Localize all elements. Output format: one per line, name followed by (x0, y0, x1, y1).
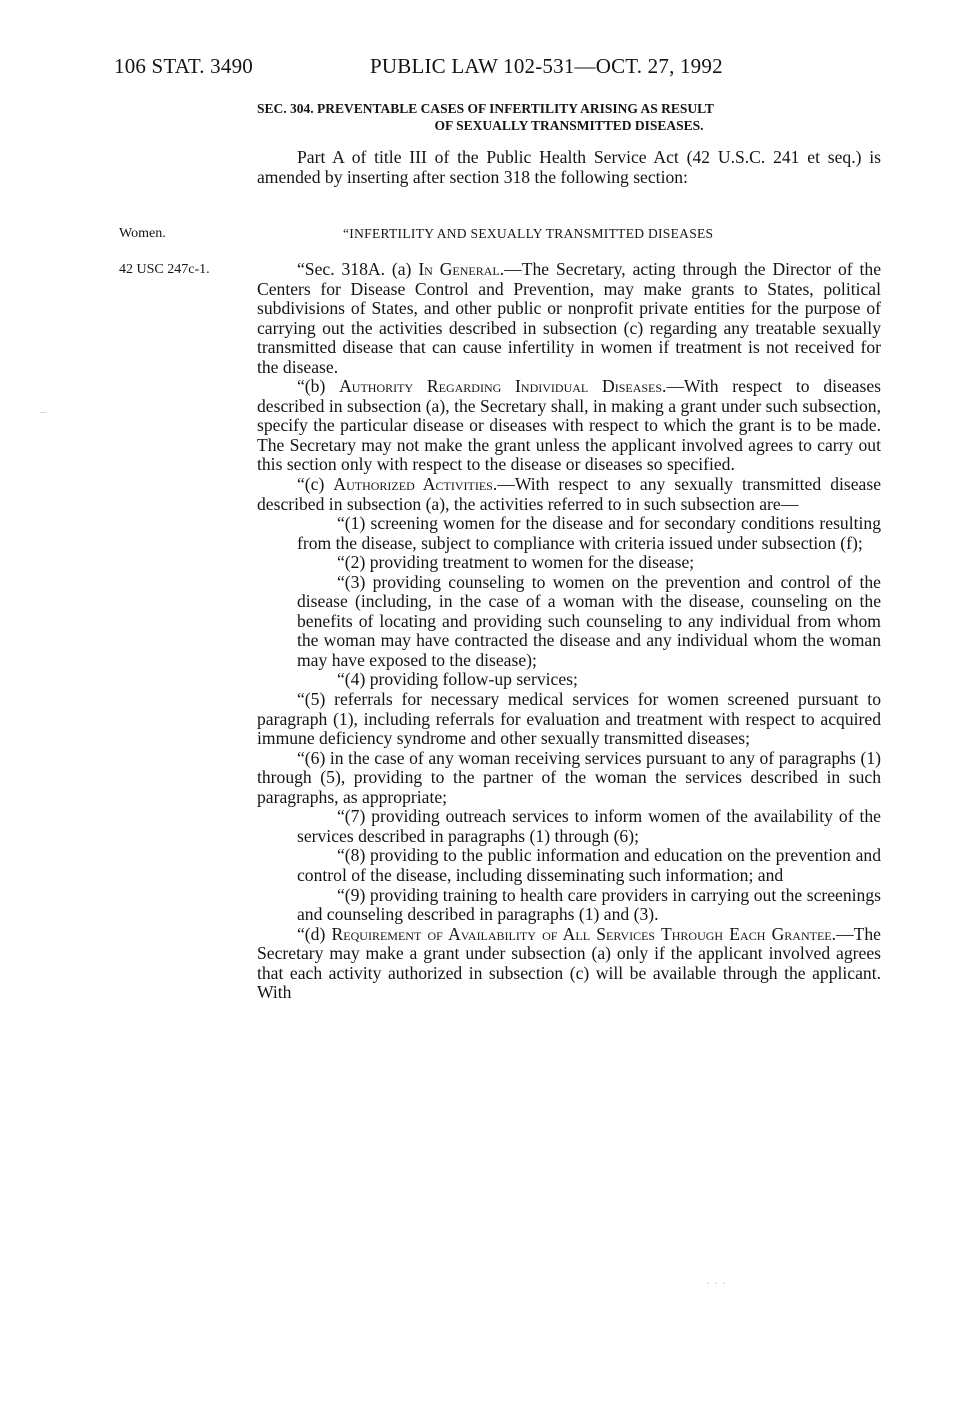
subsection-b-title: Authority Regarding Individual Diseases. (339, 376, 667, 397)
subsection-a-text: —The Secretary, acting through the Director of the Centers for Disease Control and Prevention, may make grants to States, political subdivisions of States, and other public or nonprofit private entities for the purpose of carrying out the activities described in subsection (c) regarding any treatable sexually transmitted disease that can cause infertility in women if treatment is not received for the disease. (257, 259, 882, 377)
public-law-title: PUBLIC LAW 102-531—OCT. 27, 1992 (370, 54, 723, 78)
scan-mark: – (40, 404, 46, 418)
margin-note-women: Women. (119, 226, 166, 241)
section-intro (257, 148, 881, 187)
activity-item: “(4) providing follow-up services; (337, 669, 578, 690)
subsection-c-prefix: “(c) (297, 474, 334, 495)
subsection-a-prefix: “Sec. 318A. (a) (297, 259, 419, 279)
section-heading-line1: SEC. 304. PREVENTABLE CASES OF INFERTILITY ARISING AS RESULT (257, 101, 714, 116)
intro-paragraph: Part A of title III of the Public Health Service Act (42 U.S.C. 241 et seq.) is amended by inserting after section 318 the following section: (257, 147, 881, 187)
subsection-b-prefix: “(b) (297, 376, 340, 397)
scan-mark: ··· (706, 1276, 730, 1290)
activity-item: “(5) referrals for necessary medical services for women screened pursuant to paragraph (1), including referrals for evaluation and treatment with respect to acquired immune deficiency syndrome and other sexually transmitted diseases; (257, 689, 881, 749)
activity-item: “(1) screening women for the disease and for secondary conditions resulting from the disease, subject to compliance with criteria issued under subsection (f); (297, 513, 881, 553)
stat-page-number: 106 STAT. 3490 (114, 54, 253, 78)
body-text (257, 260, 881, 1003)
subsection-d-text: —The Secretary may make a grant under subsection (a) only if the applicant involved agrees that each activity authorized in subsection (c) will be available through the applicant. With (257, 923, 881, 1003)
activity-item: “(6) in the case of any woman receiving services pursuant to any of paragraphs (1) through (5), providing to the partner of the woman the services described in such paragraphs, as appropriate; (257, 747, 881, 807)
activity-item: “(3) providing counseling to women on the prevention and control of the disease (including, in the case of a woman with the disease, counseling on the benefits of locating and providing such counseling to any individual from whom the woman may have contracted the disease and any individual whom the woman may have exposed to the disease); (297, 571, 881, 670)
subsection-c-title: Authorized Activities. (333, 474, 498, 495)
subsection-title: “INFERTILITY AND SEXUALLY TRANSMITTED DISEASES (343, 226, 714, 241)
subsection-a (257, 260, 881, 377)
subsection-a-title: In General. (418, 259, 505, 279)
page-header (114, 54, 723, 79)
margin-note-usc: 42 USC 247c-1. (119, 262, 210, 277)
activity-item: “(2) providing treatment to women for the disease; (337, 552, 695, 573)
activity-item: “(7) providing outreach services to inform women of the availability of the services described in paragraphs (1) through (6); (297, 806, 881, 846)
section-heading (257, 100, 881, 134)
subsection-d (257, 925, 881, 1003)
activity-item: “(9) providing training to health care providers in carrying out the screenings and counseling described in paragraphs (1) and (3). (297, 884, 881, 925)
subsection-d-prefix: “(d) (297, 923, 332, 944)
section-heading-line2: OF SEXUALLY TRANSMITTED DISEASES. (434, 118, 704, 133)
subsection-d-title: Requirement of Availability of All Services Through Each Grantee. (331, 923, 837, 944)
activity-item: “(8) providing to the public information and education on the prevention and control of the disease, including disseminating such information; and (297, 845, 881, 885)
subsection-b-text: —With respect to diseases described in subsection (a), the Secretary shall, in making a grant under such subsection, specify the particular disease or diseases with respect to which the grant is to be made. The Secretary may not make the grant unless the applicant involved agrees to carry out this section only with respect to the disease or diseases so specified. (257, 376, 881, 475)
subsection-c-text: —With respect to any sexually transmitted disease described in subsection (a), the activities referred to in such subsection are— (257, 474, 881, 514)
subsection-b (257, 377, 881, 475)
subsection-c (257, 475, 881, 514)
